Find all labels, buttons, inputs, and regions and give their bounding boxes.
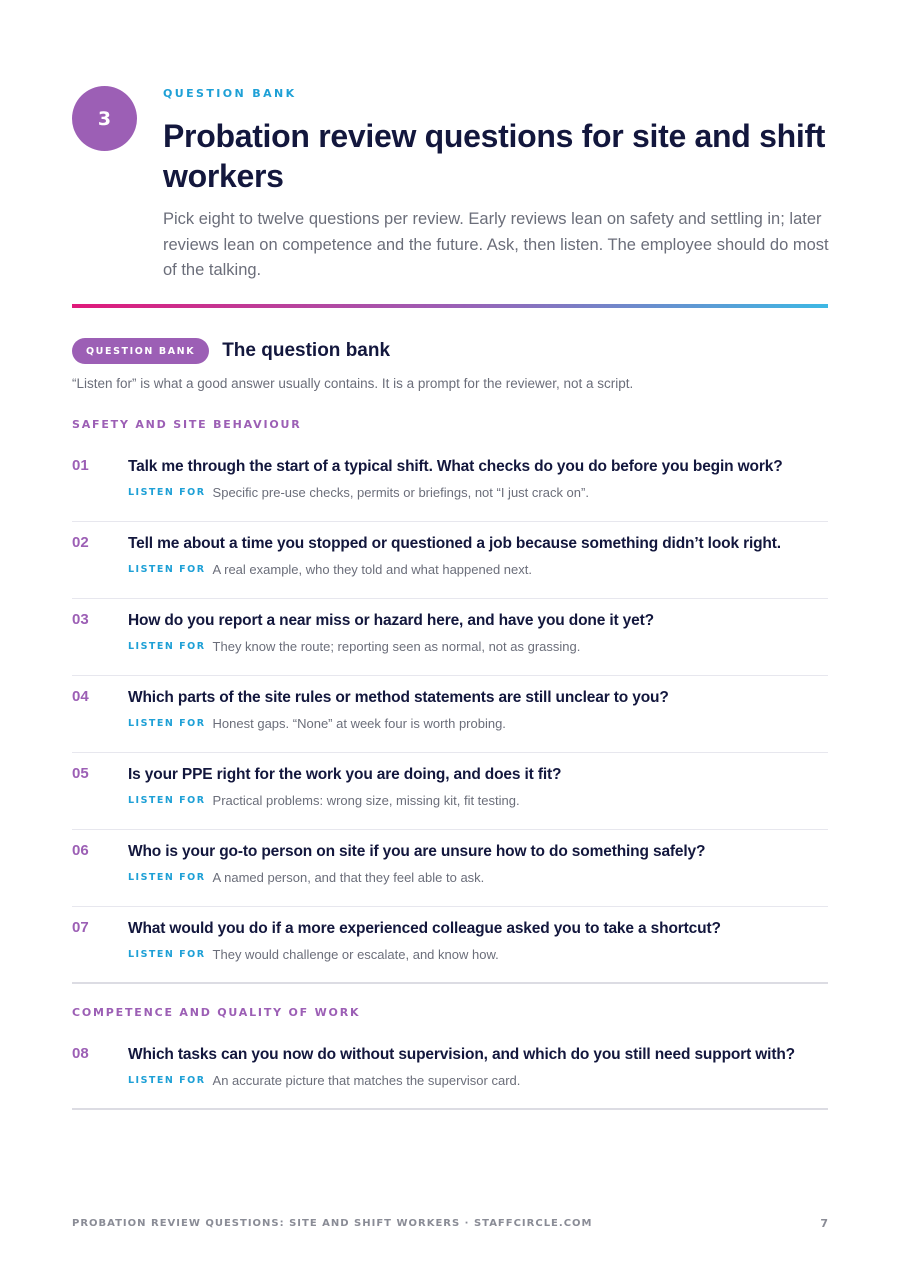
question-number: 06 [72,842,89,859]
listen-for-row [128,947,499,962]
listen-for-label: LISTEN FOR [128,1075,206,1086]
listen-for-row [128,485,589,500]
question-number: 07 [72,919,89,936]
question-text: Which tasks can you now do without supervision, and which do you still need support with? [128,1046,795,1063]
listen-for-text: Specific pre-use checks, permits or briefings, not “I just crack on”. [212,485,589,500]
question-text: Is your PPE right for the work you are doing, and does it fit? [128,766,562,783]
listen-for-label: LISTEN FOR [128,564,206,575]
question-text: How do you report a near miss or hazard here, and have you done it yet? [128,612,654,629]
listen-for-label: LISTEN FOR [128,872,206,883]
question-number: 02 [72,534,89,551]
listen-for-row [128,793,520,808]
listen-for-label: LISTEN FOR [128,641,206,652]
listen-for-text: An accurate picture that matches the supervisor card. [212,1073,521,1088]
gradient-divider [72,304,828,308]
question-text: Tell me about a time you stopped or questioned a job because something didn’t look right. [128,535,781,552]
question-item [72,753,828,830]
question-number: 01 [72,457,89,474]
listen-for-text: They would challenge or escalate, and know how. [212,947,499,962]
question-item [72,522,828,599]
eyebrow-label: QUESTION BANK [163,87,297,100]
section-number-badge [72,86,137,151]
question-number: 04 [72,688,89,705]
listen-for-text: A real example, who they told and what happened next. [212,562,532,577]
page-title: Probation review questions for site and shift workers [163,118,826,194]
page-header [163,86,833,284]
listen-for-label: LISTEN FOR [128,949,206,960]
listen-for-text: They know the route; reporting seen as normal, not as grassing. [212,639,581,654]
page-number: 7 [820,1217,828,1230]
listen-for-row [128,716,506,731]
listen-for-label: LISTEN FOR [128,487,206,498]
listen-for-text: A named person, and that they feel able to ask. [212,870,485,885]
question-number: 05 [72,765,89,782]
listen-for-label: LISTEN FOR [128,795,206,806]
listen-for-row [128,639,580,654]
listen-for-row [128,562,532,577]
footer-text: PROBATION REVIEW QUESTIONS: SITE AND SHIFT WORKERS · STAFFCIRCLE.COM [72,1218,593,1229]
intro-paragraph: Pick eight to twelve questions per review. Early reviews lean on safety and settling in; later reviews lean on competence and the future. Ask, then listen. The employee should do most of the talking. [163,210,829,279]
question-item [72,676,828,753]
question-text: Which parts of the site rules or method statements are still unclear to you? [128,689,669,706]
question-number: 08 [72,1045,89,1062]
listen-for-text: Practical problems: wrong size, missing kit, fit testing. [212,793,520,808]
question-text: What would you do if a more experienced colleague asked you to take a shortcut? [128,920,721,937]
listen-for-row [128,870,484,885]
question-text: Talk me through the start of a typical shift. What checks do you do before you begin work? [128,458,783,475]
category-heading-safety: SAFETY AND SITE BEHAVIOUR [72,418,302,431]
category-heading-competence: COMPETENCE AND QUALITY OF WORK [72,1006,361,1019]
question-item [72,445,828,522]
question-item [72,1033,828,1110]
question-bank-heading [72,338,390,364]
question-item [72,599,828,676]
question-list-competence [72,1033,828,1110]
listen-for-text: Honest gaps. “None” at week four is worth probing. [212,716,506,731]
listen-for-row [128,1073,520,1088]
question-bank-title: The question bank [222,340,391,361]
section-number: 3 [97,107,112,130]
question-item [72,907,828,984]
question-text: Who is your go-to person on site if you are unsure how to do something safely? [128,843,706,860]
question-number: 03 [72,611,89,628]
listen-for-label: LISTEN FOR [128,718,206,729]
question-item [72,830,828,907]
question-bank-note: “Listen for” is what a good answer usually contains. It is a prompt for the reviewer, not a script. [72,376,634,391]
question-list-safety [72,445,828,984]
question-bank-pill: QUESTION BANK [72,338,209,364]
